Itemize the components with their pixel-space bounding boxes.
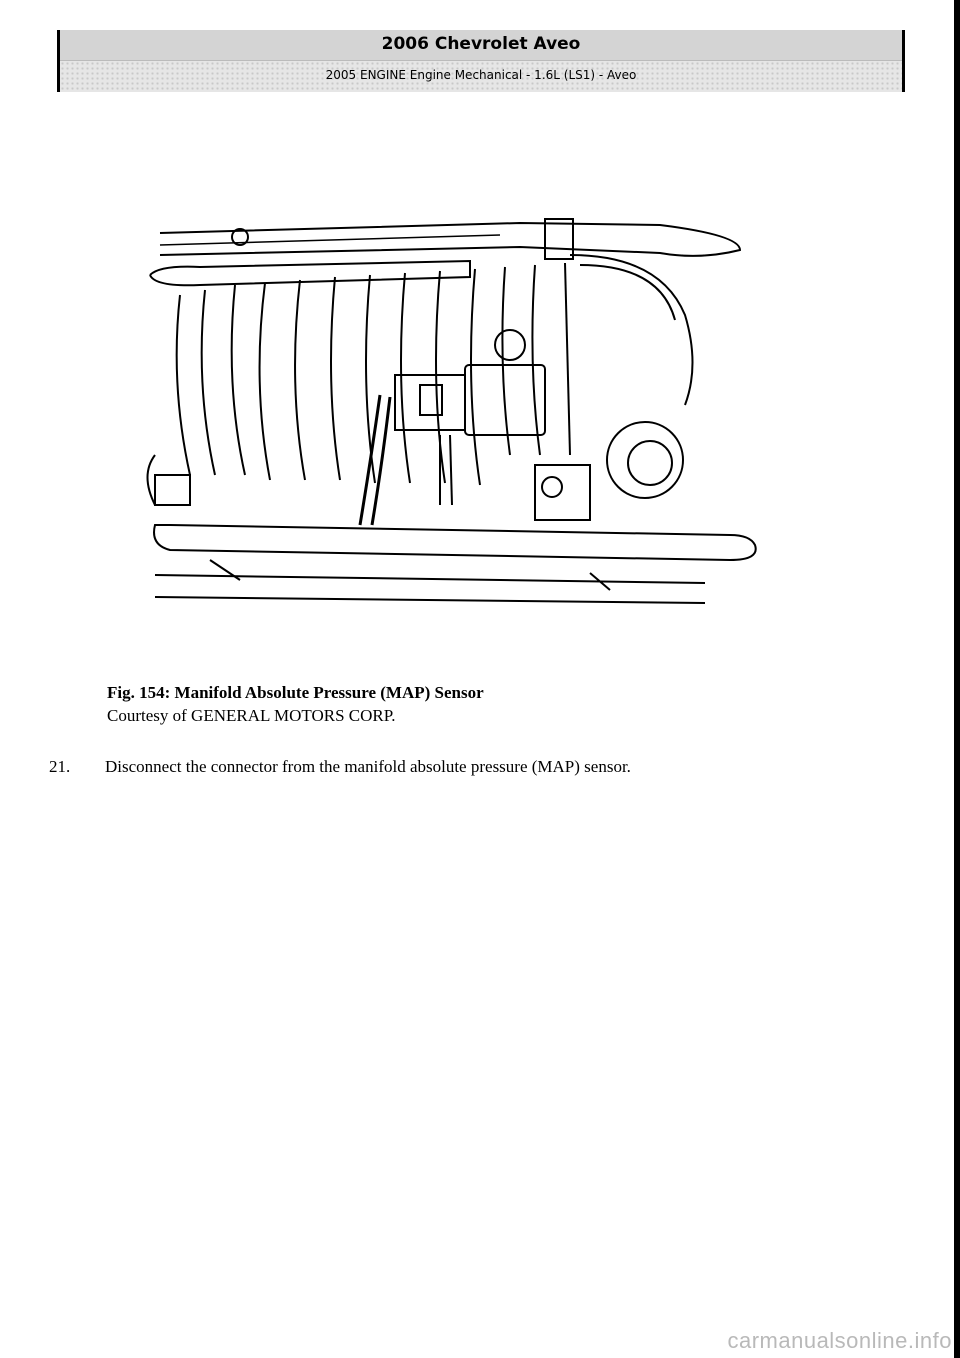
watermark-text: carmanualsonline.info — [727, 1328, 952, 1353]
document-subtitle: 2005 ENGINE Engine Mechanical - 1.6L (LS1) - Aveo — [325, 68, 637, 82]
procedure-step — [49, 757, 631, 777]
page-edge — [954, 0, 960, 1358]
figure-title: Fig. 154: Manifold Absolute Pressure (MAP) Sensor — [107, 683, 484, 702]
figure-caption — [107, 681, 484, 727]
figure-credit: Courtesy of GENERAL MOTORS CORP. — [107, 706, 396, 725]
map-sensor-illustration — [140, 205, 760, 615]
document-title: 2006 Chevrolet Aveo — [381, 34, 581, 54]
page-header — [57, 30, 905, 92]
step-number: 21. — [49, 757, 71, 776]
step-text: Disconnect the connector from the manifold absolute pressure (MAP) sensor. — [105, 757, 631, 776]
